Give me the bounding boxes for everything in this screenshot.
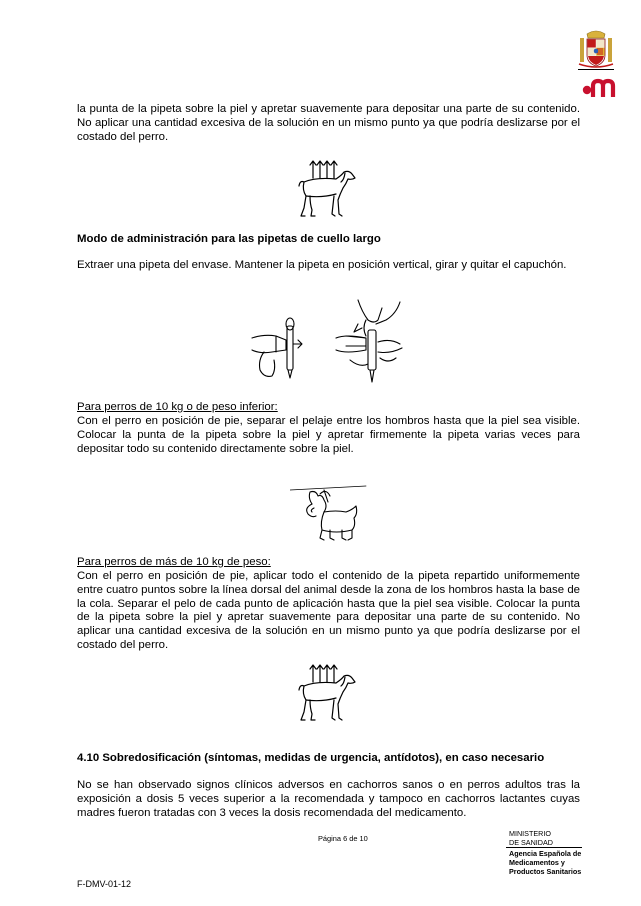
aemps-logo-icon	[582, 76, 616, 98]
long-neck-paragraph: Extraer una pipeta del envase. Mantener la pipeta en posición vertical, girar y quitar el capuchón.	[77, 259, 567, 271]
small-dog-paragraph: Con el perro en posición de pie, separar el pelaje entre los hombros hasta que la piel sea visible. Colocar la punta de la pipeta sobre la piel y apretar firmemente la pipeta varias veces para depositar todo su contenido directamente sobre la piel.	[77, 415, 580, 455]
dog-four-application-points-illustration	[296, 158, 358, 220]
intro-paragraph: la punta de la pipeta sobre la piel y apretar suavemente para depositar una parte de su contenido. No aplicar una cantidad excesiva de la solución en un mismo punto ya que podría deslizarse por el costado del perro.	[77, 103, 580, 143]
long-neck-heading: Modo de administración para las pipetas de cuello largo	[77, 233, 381, 245]
large-dog-paragraph: Con el perro en posición de pie, aplicar todo el contenido de la pipeta repartido uniformemente entre cuatro puntos sobre la línea dorsal del animal desde la zona de los hombros hasta la base de la cola. Separar el pelo de cada punto de aplicación hasta que la piel sea visible. Colocar la punta de la pipeta sobre la piel y apretar suavemente para depositar una parte de su contenido. No aplicar una cantidad excesiva de la solución en un mismo punto ya que podría deslizarse por el costado del perro.	[77, 570, 580, 651]
large-dog-title: Para perros de más de 10 kg de peso:	[77, 556, 271, 568]
ministry-line-1: MINISTERIO	[509, 829, 551, 838]
page-number: Página 6 de 10	[318, 834, 368, 843]
small-dog-title: Para perros de 10 kg o de peso inferior:	[77, 401, 278, 413]
agency-line-1: Agencia Española de	[509, 849, 582, 858]
agency-line-3: Productos Sanitarios	[509, 867, 582, 876]
header-divider	[578, 69, 614, 70]
dog-four-application-points-illustration	[296, 662, 358, 724]
small-dog-application-illustration	[290, 478, 370, 544]
overdose-heading: 4.10 Sobredosificación (síntomas, medidas de urgencia, antídotos), en caso necesario	[77, 752, 545, 764]
ministry-line-2: DE SANIDAD	[509, 838, 553, 847]
document-code: F-DMV-01-12	[77, 879, 132, 889]
footer-divider	[506, 847, 582, 848]
overdose-paragraph: No se han observado signos clínicos adversos en cachorros sanos o en perros adultos tras la exposición a dosis 5 veces superior a la recomendada y tampoco en cachorros lactantes cuyas madres fueron tratadas con 3 veces la dosis recomendada del medicamento.	[77, 779, 580, 819]
pipette-cap-removal-illustration	[250, 298, 410, 388]
agency-line-2: Medicamentos y	[509, 858, 565, 867]
spain-coat-of-arms-icon	[578, 28, 614, 70]
